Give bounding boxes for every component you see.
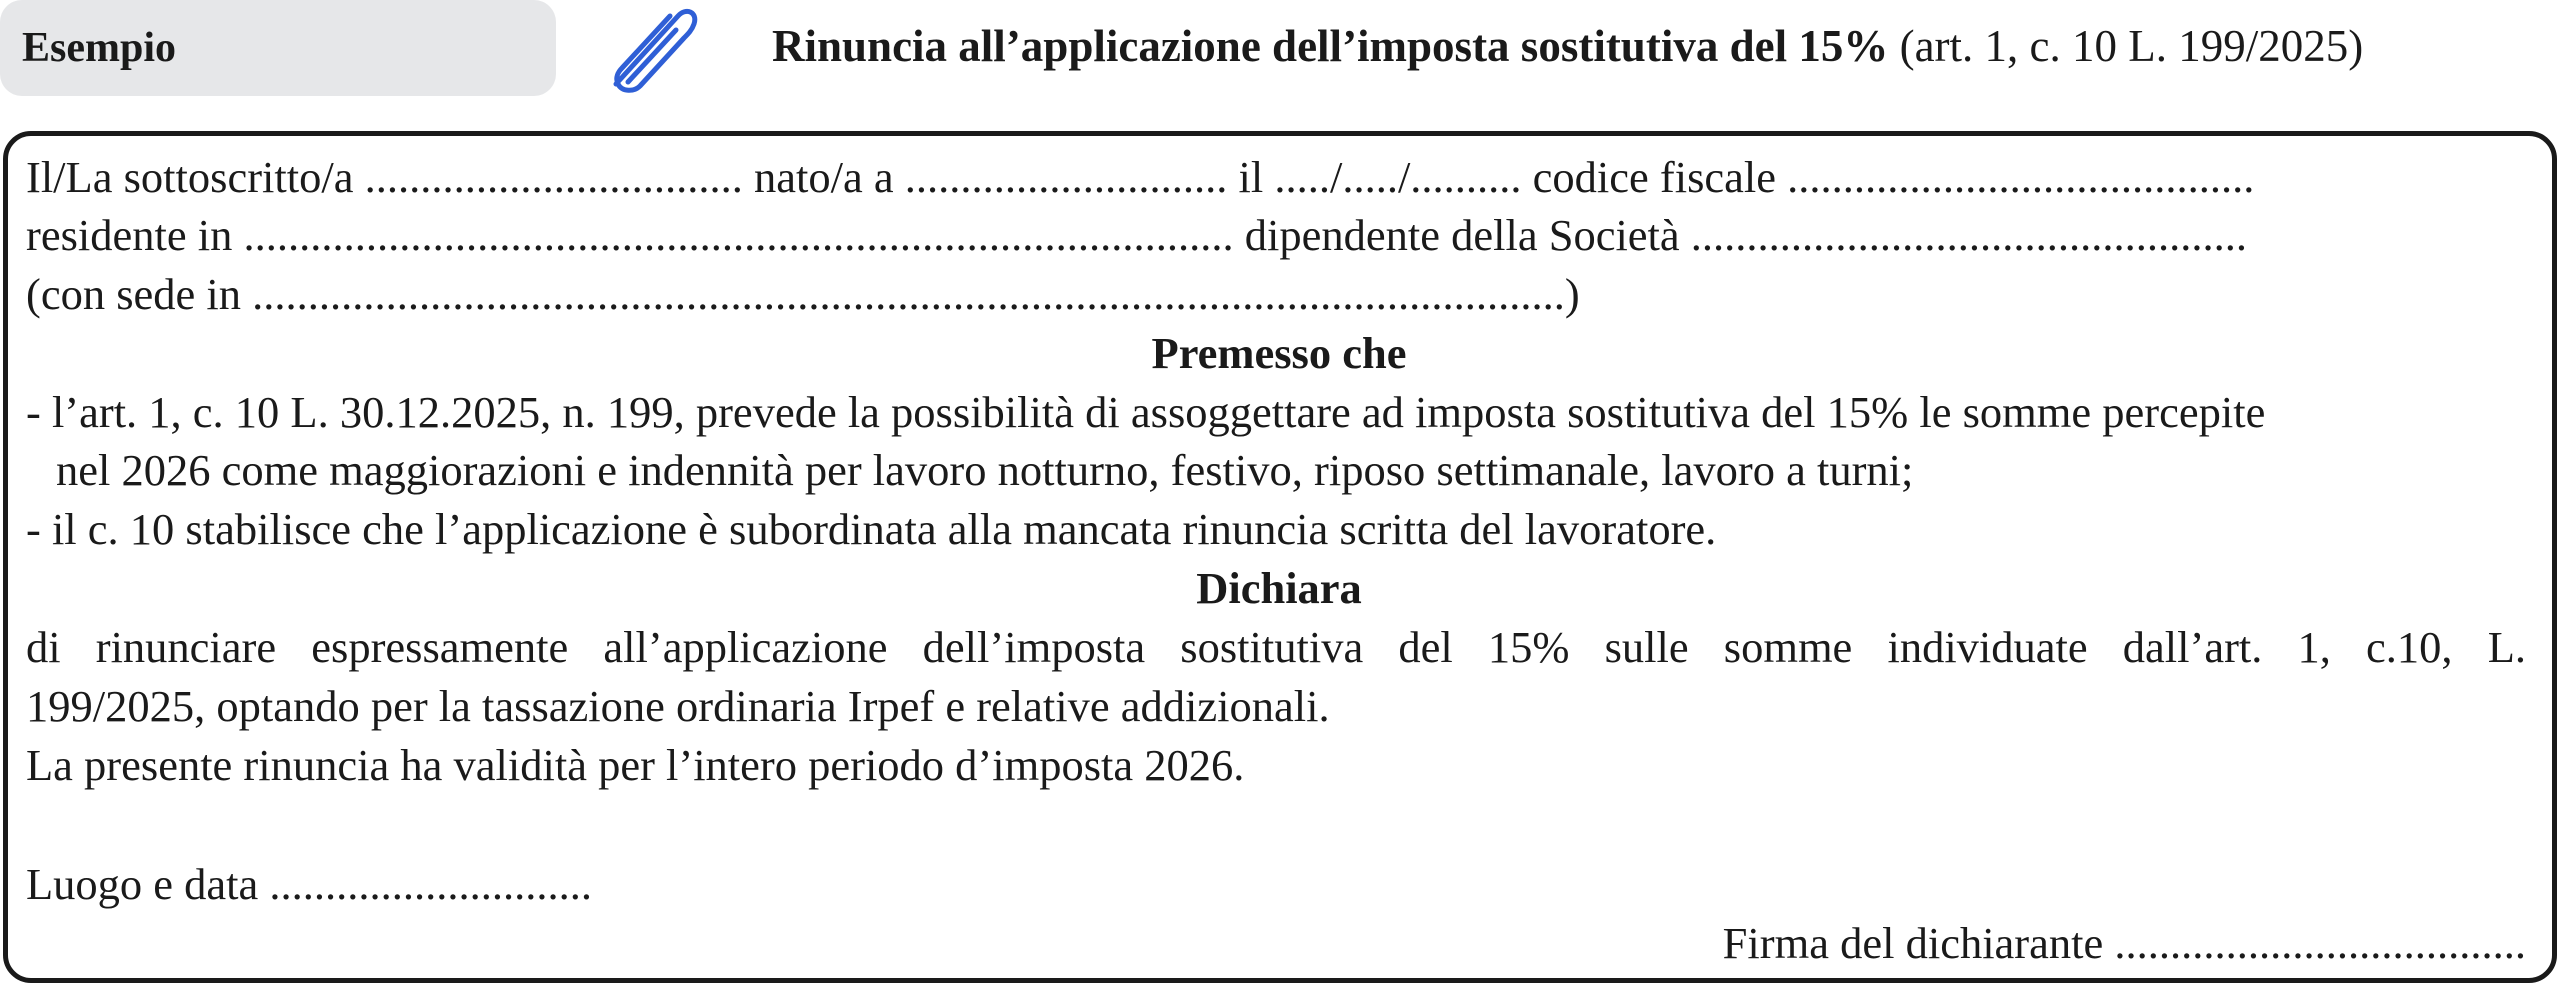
example-tag <box>0 0 556 96</box>
document-title <box>772 20 2363 72</box>
validity-statement: La presente rinuncia ha validità per l’intero periodo d’imposta 2026. <box>26 740 1245 790</box>
title-reference: (art. 1, c. 10 L. 199/2025) <box>1888 21 2364 71</box>
dichiara-text-1: di rinunciare espressamente all’applicazione dell’imposta sostitutiva del 15% sulle somme individuate dall’art. 1, c.10, L. <box>26 622 2526 672</box>
title-main: Rinuncia all’applicazione dell’imposta sostitutiva del 15% <box>772 21 1889 71</box>
place-and-date: Luogo e data ............................. <box>26 859 593 909</box>
premesso-heading: Premesso che <box>1151 328 1407 378</box>
personal-data-line-2: residente in ......................................................................................... dipendente della Società .................................................. <box>26 210 2248 260</box>
dichiara-text-2: 199/2025, optando per la tassazione ordinaria Irpef e relative addizionali. <box>26 681 1330 731</box>
signature-line: Firma del dichiarante ..................................... <box>1722 918 2526 968</box>
premesso-item-1-continued: nel 2026 come maggiorazioni e indennità per lavoro notturno, festivo, riposo settimanale, lavoro a turni; <box>56 445 1914 495</box>
example-tag-label: Esempio <box>22 25 177 71</box>
paperclip-icon <box>598 2 702 94</box>
personal-data-line-1: Il/La sottoscritto/a .................................. nato/a a ............................. il ...../...../.......... codice fiscale .......................................... <box>26 152 2255 202</box>
premesso-item-1: - l’art. 1, c. 10 L. 30.12.2025, n. 199, prevede la possibilità di assoggettare ad imposta sostitutiva del 15% le somme percepite <box>26 387 2266 437</box>
premesso-item-2: - il c. 10 stabilisce che l’applicazione è subordinata alla mancata rinuncia scritta del lavoratore. <box>26 504 1717 554</box>
dichiara-heading: Dichiara <box>1196 563 1362 613</box>
personal-data-line-3: (con sede in ......................................................................................................................) <box>26 269 1580 319</box>
